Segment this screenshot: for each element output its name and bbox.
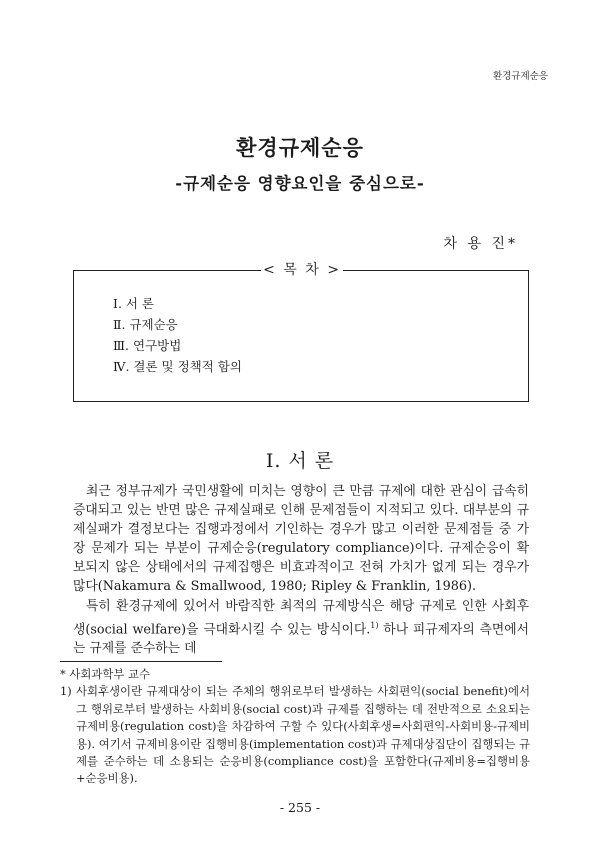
toc-item: Ⅲ. 연구방법 [113,338,182,353]
table-of-contents [73,262,529,401]
footnote-ref: 1) [370,620,379,630]
paragraph-text: 하나 피규제자의 측면에서는 규제를 준수하는 데 [73,621,529,657]
page-number: - 255 - [279,800,321,815]
footnote-divider [60,661,222,662]
footnote: * 사회과학부 교수 [60,667,150,681]
section-heading: Ⅰ. 서 론 [265,450,335,472]
toc-item: Ⅰ. 서 론 [113,296,155,311]
author: 차 용 진* [443,236,518,252]
paragraph-text: 특히 환경규제에 있어서 바람직한 최적의 규제방식은 해당 규제로 인한 사회후생(social welfare)을 극대화시킬 수 있는 방식이다. [73,598,529,637]
paragraph [73,597,529,659]
toc-header: < 목 차 > [261,259,343,279]
body-text [73,482,529,658]
toc-border-right [528,270,529,401]
toc-border-top-right [343,270,529,271]
toc-item: Ⅳ. 결론 및 정책적 함의 [113,359,242,374]
toc-list [113,293,242,377]
footnote: 1) 사회후생이란 규제대상이 되는 주체의 행위로부터 발생하는 사회편익(social benefit)에서 그 행위로부터 발생하는 사회비용(social cost)과 규제를 집행하는 데 전반적으로 소요되는 규제비용(regulation cost)을 차감하여 구할 수 있다(사회후생=사회편익-사회비용-규제비용). 여기서 규제비용이란 집행비용(implementation cost)과 규제대상집단이 집행되는 규제를 준수하는 데 소용되는 순응비용(compliance cost)을 포함한다(규제비용=집행비용+순응비용). [60,684,530,786]
toc-border-left [73,270,74,401]
paragraph: 최근 정부규제가 국민생활에 미치는 영향이 큰 만큼 규제에 대한 관심이 급속히 증대되고 있는 반면 많은 규제실패로 인해 문제점들이 지적되고 있다. 대부분의 규제실패가 결정보다는 집행과정에서 기인하는 경우가 많고 이러한 문제점들 중 가장 문제가 되는 부분이 규제순응(regulatory compliance)이다. 규제순응이 확보되지 않은 상태에서의 규제집행은 비효과적이고 전혀 가치가 없게 되는 경우가 많다(Nakamura & Smallwood, 1980; Ripley & Franklin, 1986). [73,484,529,595]
toc-border-bottom [73,401,529,402]
toc-item: Ⅱ. 규제순응 [113,317,178,332]
paper-subtitle: -규제순응 영향요인을 중심으로- [175,174,425,193]
paper-title: 환경규제순응 [236,135,364,160]
toc-border-top-left [73,270,261,271]
running-head: 환경규제순응 [492,71,548,82]
footnotes [60,666,530,788]
